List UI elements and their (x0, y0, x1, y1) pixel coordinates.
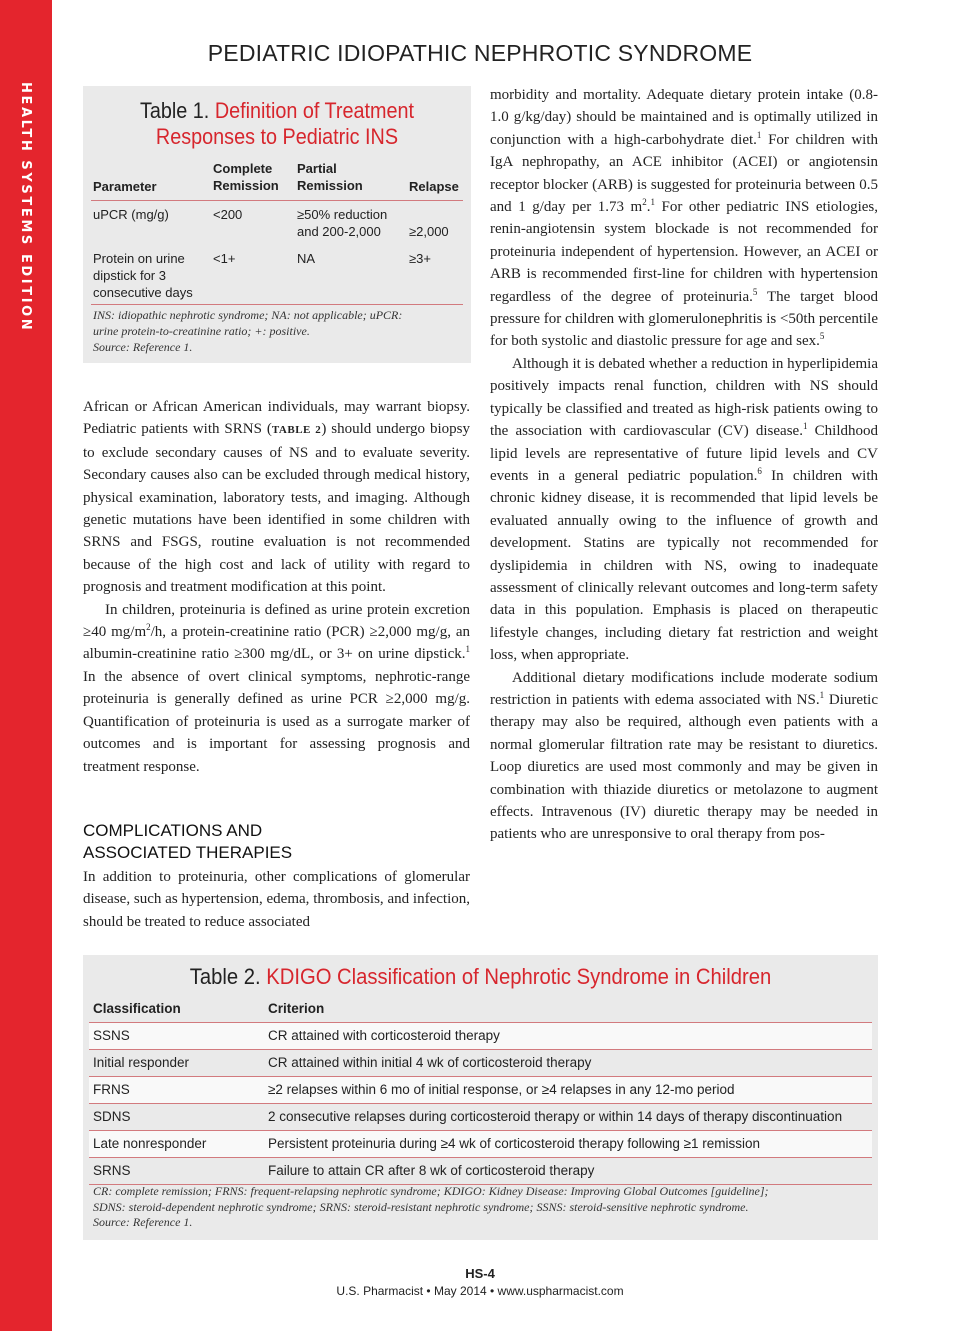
cell-classification: SRNS (93, 1163, 131, 1178)
cell-criterion: ≥2 relapses within 6 mo of initial response, or ≥4 relapses in any 12-mo period (268, 1082, 735, 1097)
paragraph: Although it is debated whether a reduction in hyperlipidemia positively impacts renal function, children with NS should typically be classified and treated as high-risk patients owing to the association with cardiovascular (CV) disease.$^1$ Childhood lipid levels are representative of future lipid levels and CV events in a general pediatric population.$^6$ In children with chronic kidney disease, it is recommended that lipid levels be evaluated annually owing to the influence of growth and development. Statins are typically not recommended for dyslipidemia in children with NS, owing to inadequate assessment of clinically relevant outcomes and long-term safety data in this population. Emphasis is placed on therapeutic lifestyle changes, including dietary fat restriction and weight loss, when appropriate. (490, 355, 878, 664)
table-2-reference: TABLE 2 (271, 424, 322, 437)
table-2-source: Source: Reference 1. (93, 1215, 193, 1229)
cell-classification: FRNS (93, 1082, 130, 1097)
table-1-caption: Definition of Treatment Responses to Pediatric INS (155, 98, 415, 149)
cell-criterion: 2 consecutive relapses during corticosteroid therapy or within 14 days of therapy discontinuation (268, 1109, 843, 1124)
table-2-header-row (89, 996, 872, 1022)
paragraph: In children, proteinuria is defined as urine protein excretion ≥40 $mg/m^2/h$, a protein-creatinine ratio (PCR) ≥2,000 mg/g, an albumin-creatinine ratio ≥300 mg/dL, or 3+ on urine dipstick.$^1$ In the absence of overt clinical symptoms, nephrotic-range proteinuria is generally defined as urine PCR ≥2,000 mg/g. Quantification of proteinuria is used as a surrogate marker of outcomes and is important for assessing prognosis and treatment response. (83, 601, 470, 775)
cell-parameter: uPCR (mg/g) (93, 207, 169, 222)
section-heading: COMPLICATIONS AND ASSOCIATED THERAPIES (83, 821, 293, 862)
table-2-caption: KDIGO Classification of Nephrotic Syndrome in Children (266, 964, 772, 989)
cell-partial: NA (297, 251, 316, 266)
table-1-rule (91, 304, 463, 305)
table-1-footnote: INS: idiopathic nephrotic syndrome; NA: not applicable; uPCR: urine protein-to-creatinine ratio; +: positive. Source: Reference 1. (93, 308, 403, 354)
table-2-title (115, 964, 846, 990)
paragraph: Additional dietary modifications include moderate sodium restriction in patients with edema associated with NS.$^1$ Diuretic therapy may also be required, although even patients with a normal glomerular filtration rate may be resistant to diuretics. Loop diuretics are used most commonly and may be given in combination with thiazide diuretics or metolazone to augment effects. Intravenous (IV) diuretic therapy may be needed in patients who are unresponsive to oral therapy from pos- (490, 669, 878, 843)
cell-complete: <1+ (213, 251, 236, 266)
cell-relapse: ≥3+ (409, 251, 431, 266)
table-row (91, 206, 463, 242)
paragraph: morbidity and mortality. Adequate dietary protein intake (0.8-1.0 g/kg/day) should be maintained and is optimally utilized in conjunction with a high-carbohydrate diet.$^1$ For children with IgA nephropathy, an ACE inhibitor (ACEI) or angiotensin receptor blocker (ARB) is suggested for proteinuria between 0.5 and 1 g/day per 1.73 $m^2.^1$ For other pediatric INS etiologies, renin-angiotensin system blockade is not recommended for proteinuria independent of hypertension. However, an ACEI or ARB is recommended first-line for children with hypertension regardless of the degree of proteinuria.$^5$ The target blood pressure for children with glomerulonephritis is <50th percentile for both systolic and diastolic pressure for age and sex.$^5$ (490, 87, 879, 350)
paragraph: African or African American individuals, may warrant biopsy. Pediatric patients with SRNS (TABLE 2) should undergo biopsy to exclude secondary causes of NS and to evaluate severity. Secondary causes also can be excluded through medical history, physical examination, laboratory tests, and imaging. Although genetic mutations have been identified in some children with SRNS and FSGS, routine evaluation is not recommended because of the high cost and lack of utility with regard to prognosis and treatment modification at this point. (83, 399, 470, 596)
header-complete: Complete Remission (213, 161, 279, 193)
header-partial: Partial Remission (297, 161, 363, 193)
edition-label: HEALTH SYSTEMS EDITION (18, 82, 33, 333)
cell-criterion: CR attained with corticosteroid therapy (268, 1028, 500, 1043)
table-1-source: Source: Reference 1. (93, 340, 193, 354)
cell-classification: SSNS (93, 1028, 130, 1043)
table-1-number: Table 1. (139, 98, 215, 123)
header-criterion: Criterion (268, 1001, 325, 1016)
table-2-number: Table 2. (189, 964, 267, 989)
table-row (89, 1158, 872, 1184)
header-classification: Classification (93, 1001, 181, 1016)
cell-classification: SDNS (93, 1109, 131, 1124)
paragraph: In addition to proteinuria, other complications of glomerular disease, such as hypertension, edema, thrombosis, and infection, should be treated to reduce associated (83, 869, 470, 930)
table-2-footnote: CR: complete remission; FRNS: frequent-relapsing nephrotic syndrome; KDIGO: Kidney Disease: Improving Global Outcomes [guideline]; SDNS: steroid-dependent nephrotic syndrome; SRNS: steroid-resistant nephrotic syndrome; SSNS: steroid-sensitive nephrotic syndrome. Source: Reference 1. (93, 1184, 769, 1229)
table-row (89, 1077, 872, 1103)
cell-criterion: Persistent proteinuria during ≥4 wk of corticosteroid therapy following ≥1 remission (268, 1136, 761, 1151)
table-row (89, 1131, 872, 1157)
cell-relapse: ≥2,000 (409, 224, 449, 239)
table-2 (83, 955, 878, 1240)
left-column-text (83, 396, 470, 778)
table-row (89, 1104, 872, 1130)
table-row (89, 1023, 872, 1049)
table-1-title (102, 98, 451, 150)
cell-complete: <200 (213, 207, 243, 222)
right-column-text (490, 84, 878, 846)
left-column-text-2 (83, 866, 470, 933)
header-parameter: Parameter (93, 179, 157, 194)
table-1-header-row (91, 160, 463, 196)
table-row (91, 250, 463, 302)
table-1 (83, 86, 471, 363)
table-1-rule (91, 200, 463, 201)
cell-criterion: Failure to attain CR after 8 wk of corticosteroid therapy (268, 1163, 595, 1178)
publication-footer: U.S. Pharmacist • May 2014 • www.uspharmacist.com (336, 1284, 624, 1298)
cell-parameter: Protein on urine dipstick for 3 consecutive days (93, 251, 193, 300)
table-row (89, 1050, 872, 1076)
cell-partial: ≥50% reduction and 200-2,000 (297, 207, 388, 239)
page-number: HS-4 (465, 1266, 495, 1281)
cell-classification: Late nonresponder (93, 1136, 207, 1151)
cell-criterion: CR attained within initial 4 wk of corticosteroid therapy (268, 1055, 592, 1070)
header-relapse: Relapse (409, 179, 459, 194)
cell-classification: Initial responder (93, 1055, 190, 1070)
running-head: PEDIATRIC IDIOPATHIC NEPHROTIC SYNDROME (207, 40, 753, 66)
